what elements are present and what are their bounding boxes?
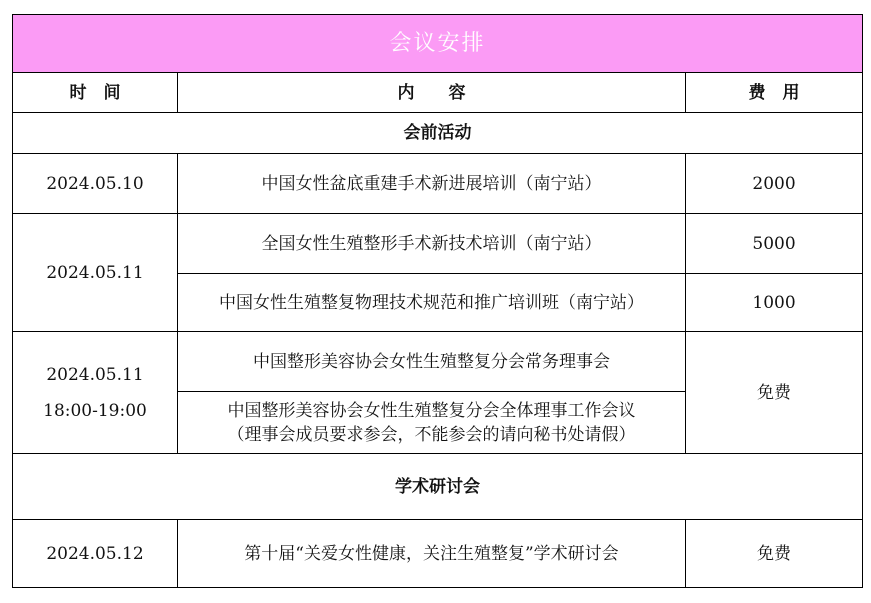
section-row — [13, 113, 863, 154]
title-row — [13, 15, 863, 73]
agenda-table — [12, 14, 863, 588]
date-text: 2024.05.11 — [46, 364, 144, 385]
content-cell — [178, 392, 686, 454]
date-cell: 2024.05.10 — [13, 154, 178, 214]
fee-cell: 5000 — [686, 214, 863, 274]
header-content: 内 容 — [178, 73, 686, 113]
content-cell: 中国女性生殖整复物理技术规范和推广培训班（南宁站） — [178, 274, 686, 332]
content-cell: 全国女性生殖整形手术新技术培训（南宁站） — [178, 214, 686, 274]
header-time: 时 间 — [13, 73, 178, 113]
date-cell: 2024.05.12 — [13, 520, 178, 588]
fee-cell: 免费 — [686, 520, 863, 588]
content-main: 中国整形美容协会女性生殖整复分会全体理事工作会议 — [227, 400, 636, 421]
date-time-cell — [13, 332, 178, 454]
header-row — [13, 73, 863, 113]
time-text: 18:00-19:00 — [43, 400, 147, 421]
date-cell: 2024.05.11 — [13, 214, 178, 332]
content-cell: 中国女性盆底重建手术新进展培训（南宁站） — [178, 154, 686, 214]
section-title-pre-events: 会前活动 — [13, 113, 863, 154]
table-row — [13, 520, 863, 588]
table-row — [13, 332, 863, 392]
fee-cell: 免费 — [686, 332, 863, 454]
header-fee: 费 用 — [686, 73, 863, 113]
content-cell: 第十届“关爱女性健康，关注生殖整复”学术研讨会 — [178, 520, 686, 588]
table-row — [13, 154, 863, 214]
section-title-symposium: 学术研讨会 — [13, 454, 863, 520]
fee-cell: 2000 — [686, 154, 863, 214]
content-cell: 中国整形美容协会女性生殖整复分会常务理事会 — [178, 332, 686, 392]
table-title: 会议安排 — [13, 15, 863, 73]
content-note: （理事会成员要求参会，不能参会的请向秘书处请假） — [227, 424, 636, 445]
section-row — [13, 454, 863, 520]
fee-cell: 1000 — [686, 274, 863, 332]
table-row — [13, 214, 863, 274]
